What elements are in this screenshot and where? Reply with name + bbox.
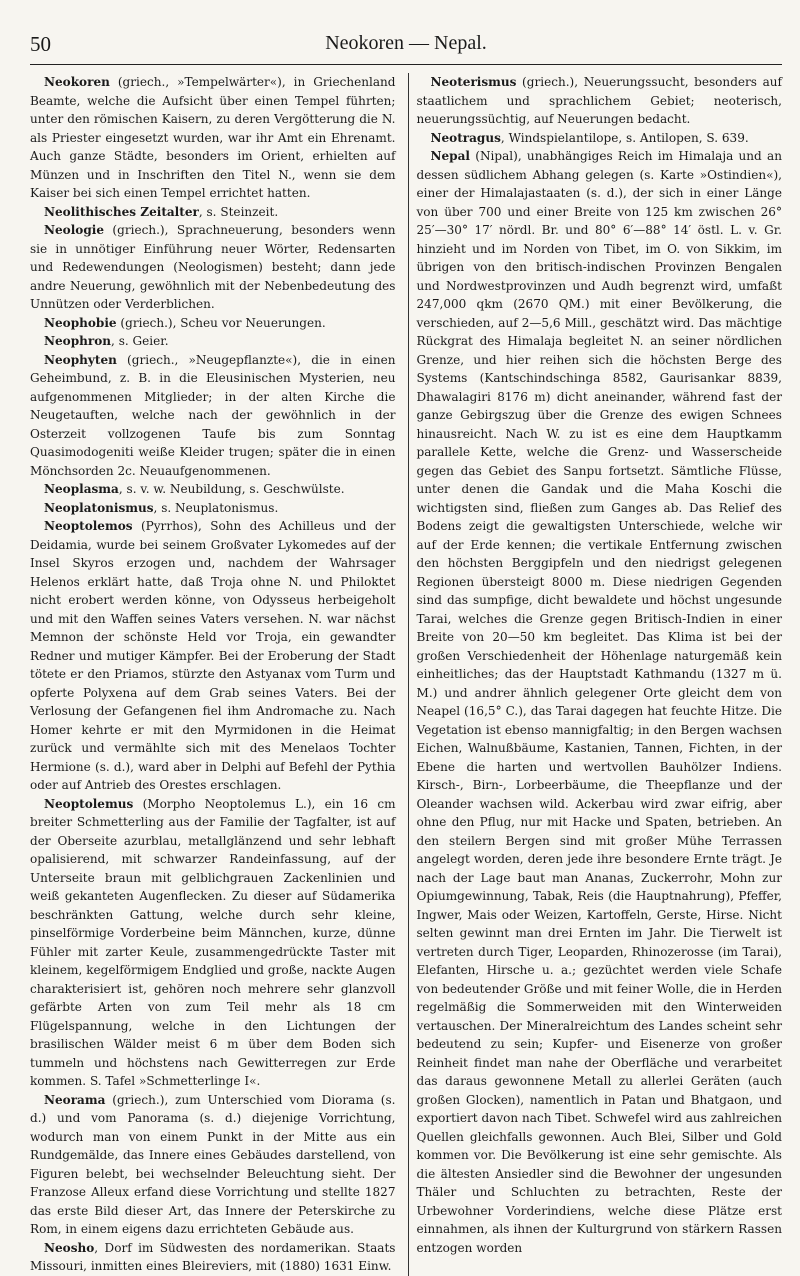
dictionary-entry	[30, 73, 396, 203]
entry-text: (Nipal), unabhängiges Reich im Himalaja und an dessen südlichem Abhang gelegen (s. Karte »Ostindien«), einer der Himalajastaaten (s. d.), der sich in einer Länge von über 700 und einer Breite von 125 km zwischen 26° 25′—30° 17′ nördl. Br. und 80° 6′—88° 14′ östl. L. v. Gr. hinzieht und im Norden von Tibet, im O. von Sikkim, im übrigen von den britisch-indischen Provinzen Bengalen und Nordwestprovinzen und Audh begrenzt wird, umfaßt 247,000 qkm (2670 QM.) mit einer Bevölkerung, die verschieden, auf 2—5,6 Mill., geschätzt wird. Das mächtige Rückgrat des Himalaja begleitet N. an seiner nördlichen Grenze, und hier reihen sich die höchsten Berge des Systems (Kantschindschinga 8582, Gaurisankar 8839, Dhawalagiri 8176 m) dicht aneinander, während fast der ganze Gebirgszug über die Grenze des ewigen Schnees hinausreicht. Nach W. zu ist es eine dem Hauptkamm parallele Kette, welche die Grenz- und Wasserscheide gegen das Gebiet des Sanpu fortsetzt. Sämtliche Flüsse, unter denen die Gandak und die Maha Koschi die wichtigsten sind, fließen zum Ganges ab. Das Relief des Bodens zeigt die gewaltigsten Unterschiede, welche wir auf der Erde kennen; die vertikale Entfernung zwischen den höchsten Berggipfeln und den niedrigst gelegenen Regionen übersteigt 8000 m. Diese niedrigen Gegenden sind das sumpfige, dicht bewaldete und höchst ungesunde Tarai, welches die Grenze gegen Britisch-Indien in einer Breite von 20—50 km begleitet. Das Klima ist bei der großen Verschiedenheit der Höhenlage naturgemäß kein einheitliches; das der Hauptstadt Kathmandu (1327 m ü. M.) und andrer ähnlich gelegener Orte gleicht dem von Neapel (16,5° C.), das Tarai dagegen hat feuchte Hitze. Die Vegetation ist ebenso mannigfaltig; in den Bergen wachsen Eichen, Walnußbäume, Kastanien, Tannen, Fichten, in der Ebene die harten und wertvollen Bauhölzer Indiens. Kirsch-, Birn-, Lorbeerbäume, die Theepflanze und der Oleander wachsen wild. Ackerbau wird zwar eifrig, aber ohne den Pflug, nur mit Hacke und Spaten, betrieben. An den steilern Bergen sind mit großer Mühe Terrassen angelegt worden, deren jede ihre besondere Ernte trägt. Je nach der Lage baut man Ananas, Zuckerrohr, Mohn zur Opiumgewinnung, Tabak, Reis (die Hauptnahrung), Pfeffer, Ingwer, Mais oder Weizen, Kartoffeln, Gerste, Hirse. Nicht selten gewinnt man drei Ernten im Jahr. Die Tierwelt ist vertreten durch Tiger, Leoparden, Rhinozerosse (im Tarai), Elefanten, Hirsche u. a.; gezüchtet werden viele Schafe von bedeutender Größe und mit feiner Wolle, die in Herden regelmäßig die Sommerweiden mit den Winterweiden vertauschen. Der Mineralreichtum des Landes scheint sehr bedeutend zu sein; Kupfer- und Eisenerze von großer Reinheit findet man nahe der Oberfläche und verarbeitet das daraus gewonnene Metall zu allerlei Geräten (auch großen Glocken), namentlich in Patan und Bhatgaon, und exportiert davon nach Tibet. Schwefel wird aus zahlreichen Quellen gleichfalls gewonnen. Auch Blei, Silber und Gold kommen vor. Die Bevölkerung ist eine sehr gemischte. Als die ältesten Ansiedler sind die Bewohner der ungesunden Thäler und Schluchten zu betrachten, Reste der Urbewohner Vorderindiens, welche diese Plätze erst einnahmen, als ihnen der Kulturgrund von stärkern Rassen entzogen worden	[416, 149, 782, 1255]
entry-headword: Neologie	[44, 223, 104, 237]
entry-headword: Neoplatonismus	[44, 500, 154, 515]
text-columns	[30, 73, 782, 1276]
dictionary-entry	[30, 795, 396, 1091]
dictionary-entry	[30, 351, 396, 481]
dictionary-entry	[30, 1239, 396, 1276]
entry-headword: Neoplasma	[44, 482, 119, 496]
entry-headword: Neosho	[44, 1240, 95, 1255]
entry-headword: Neoterismus	[430, 75, 517, 89]
entry-text: , s. Steinzeit.	[198, 204, 279, 219]
page-header	[30, 30, 782, 65]
entry-headword: Neophron	[44, 334, 112, 348]
entry-headword: Nepal	[430, 149, 470, 163]
dictionary-entry	[417, 147, 783, 1257]
entry-text: , Windspielantilope, s. Antilopen, S. 639.	[500, 130, 749, 145]
left-column	[30, 73, 396, 1276]
entry-text: (griech.), Scheu vor Neuerungen.	[116, 315, 326, 330]
entry-headword: Neolithisches Zeitalter	[44, 204, 199, 219]
entry-headword: Neoptolemus	[44, 796, 134, 811]
running-title: Neokoren — Nepal.	[325, 32, 487, 54]
entry-headword: Neophyten	[44, 352, 117, 367]
page-number: 50	[30, 32, 51, 56]
dictionary-entry	[30, 499, 396, 518]
entry-text: (griech.), Sprachneuerung, besonders wenn sie in unnötiger Einführung neuer Wörter, Redensarten und Redewendungen (Neologismen) besteht; dann jede andre Neuerung, gewöhnlich mit der Nebenbedeutung des Unnützen oder Verderblichen.	[30, 223, 396, 311]
dictionary-entry	[30, 517, 396, 795]
dictionary-entry	[30, 314, 396, 333]
dictionary-entry	[30, 1091, 396, 1239]
entry-text: , s. Geier.	[111, 334, 169, 348]
entry-text: (griech.), Neuerungssucht, besonders auf staatlichem und sprachlichem Gebiet; neoterisch, neuerungssüchtig, auf Neuerungen bedacht.	[416, 75, 782, 126]
dictionary-entry	[30, 480, 396, 499]
entry-text: , s. v. w. Neubildung, s. Geschwülste.	[118, 482, 345, 496]
entry-headword: Neorama	[44, 1092, 106, 1107]
entry-text: (griech.), zum Unterschied vom Diorama (s. d.) und vom Panorama (s. d.) diejenige Vorrichtung, wodurch man von einem Punkt in der Mitte aus ein Rundgemälde, das Innere eines Gebäudes darstellend, von Figuren belebt, bei wechselnder Beleuchtung sieht. Der Franzose Alleux erfand diese Vorrichtung und stellte 1827 das erste Bild dieser Art, das Innere der Peterskirche zu Rom, in einem eigens dazu errichteten Gebäude aus.	[30, 1092, 396, 1236]
right-column	[408, 73, 783, 1276]
entry-headword: Neoptolemos	[44, 519, 133, 533]
entry-text: (griech., »Neugepflanzte«), die in einen Geheimbund, z. B. in die Eleusinischen Mysterien, neu aufgenommenen Mitglieder; in der alten Kirche die Neugetauften, welche nach der gewöhnlich in der Osterzeit vollzogenen Taufe bis zum Sonntag Quasimodogeniti weiße Kleider trugen; später die in einen Mönchsorden 2c. Neuaufgenommenen.	[30, 352, 396, 478]
entry-text: (griech., »Tempelwärter«), in Griechenland Beamte, welche die Aufsicht über einen Tempel führten; unter den römischen Kaisern, zu deren Vergötterung die N. als Priester eingesetzt wurden, war ihr Amt ein Ehrenamt. Auch ganze Städte, besonders im Orient, erhielten auf Münzen und in Inschriften den Titel N., wenn sie dem Kaiser bei sich einen Tempel errichtet hatten.	[30, 75, 396, 200]
dictionary-entry	[30, 332, 396, 351]
dictionary-entry	[30, 221, 396, 314]
dictionary-entry	[417, 73, 783, 129]
entry-text: , Dorf im Südwesten des nordamerikan. Staats Missouri, inmitten eines Bleireviers, mit (1880) 1631 Einw.	[30, 1240, 396, 1273]
dictionary-entry	[417, 129, 783, 148]
dictionary-entry	[30, 203, 396, 222]
entry-text: (Pyrrhos), Sohn des Achilleus und der Deidamia, wurde bei seinem Großvater Lykomedes auf der Insel Skyros erzogen und, nachdem der Wahrsager Helenos erklärt hatte, daß Troja ohne N. und Philoktet nicht erobert werden könne, von Odysseus herbeigeholt und mit den Waffen seines Vaters versehen. N. war nächst Memnon der schönste Held vor Troja, ein gewandter Redner und mutiger Kämpfer. Bei der Eroberung der Stadt tötete er den Priamos, stürzte den Astyanax vom Turm und opferte Polyxena auf dem Grab seines Vaters. Bei der Verlosung der Gefangenen fiel ihm Andromache zu. Nach Homer kehrte er mit den Myrmidonen in die Heimat zurück und vermählte sich mit des Menelaos Tochter Hermione (s. d.), ward aber in Delphi auf Befehl der Pythia oder auf Antrieb des Orestes erschlagen.	[30, 519, 396, 792]
entry-text: , s. Neuplatonismus.	[153, 500, 279, 515]
entry-headword: Neophobie	[44, 315, 117, 330]
entry-headword: Neotragus	[430, 130, 501, 145]
entry-text: (Morpho Neoptolemus L.), ein 16 cm breiter Schmetterling aus der Familie der Tagfalter, ist auf der Oberseite azurblau, metallglänzend und sehr lebhaft opalisierend, mit schwarzer Randeinfassung, auf der Unterseite braun mit gelblichgrauen Zackenlinien und weiß gekanteten Augenflecken. Zu dieser auf Südamerika beschränkten Gattung, welche durch sehr kleine, pinselförmige Vorderbeine beim Männchen, kurze, dünne Fühler mit zarter Keule, zusammengedrückte Taster mit kleinem, kegelförmigem Endglied und große, nackte Augen charakterisiert ist, gehören noch mehrere sehr glanzvoll gefärbte Arten von zum Teil mehr als 18 cm Flügelspannung, welche in den Lichtungen der brasilischen Wälder meist 6 m über dem Boden sich tummeln und höchstens nach Gewitterregen zur Erde kommen. S. Tafel »Schmetterlinge I«.	[30, 796, 396, 1088]
entry-headword: Neokoren	[44, 75, 110, 89]
